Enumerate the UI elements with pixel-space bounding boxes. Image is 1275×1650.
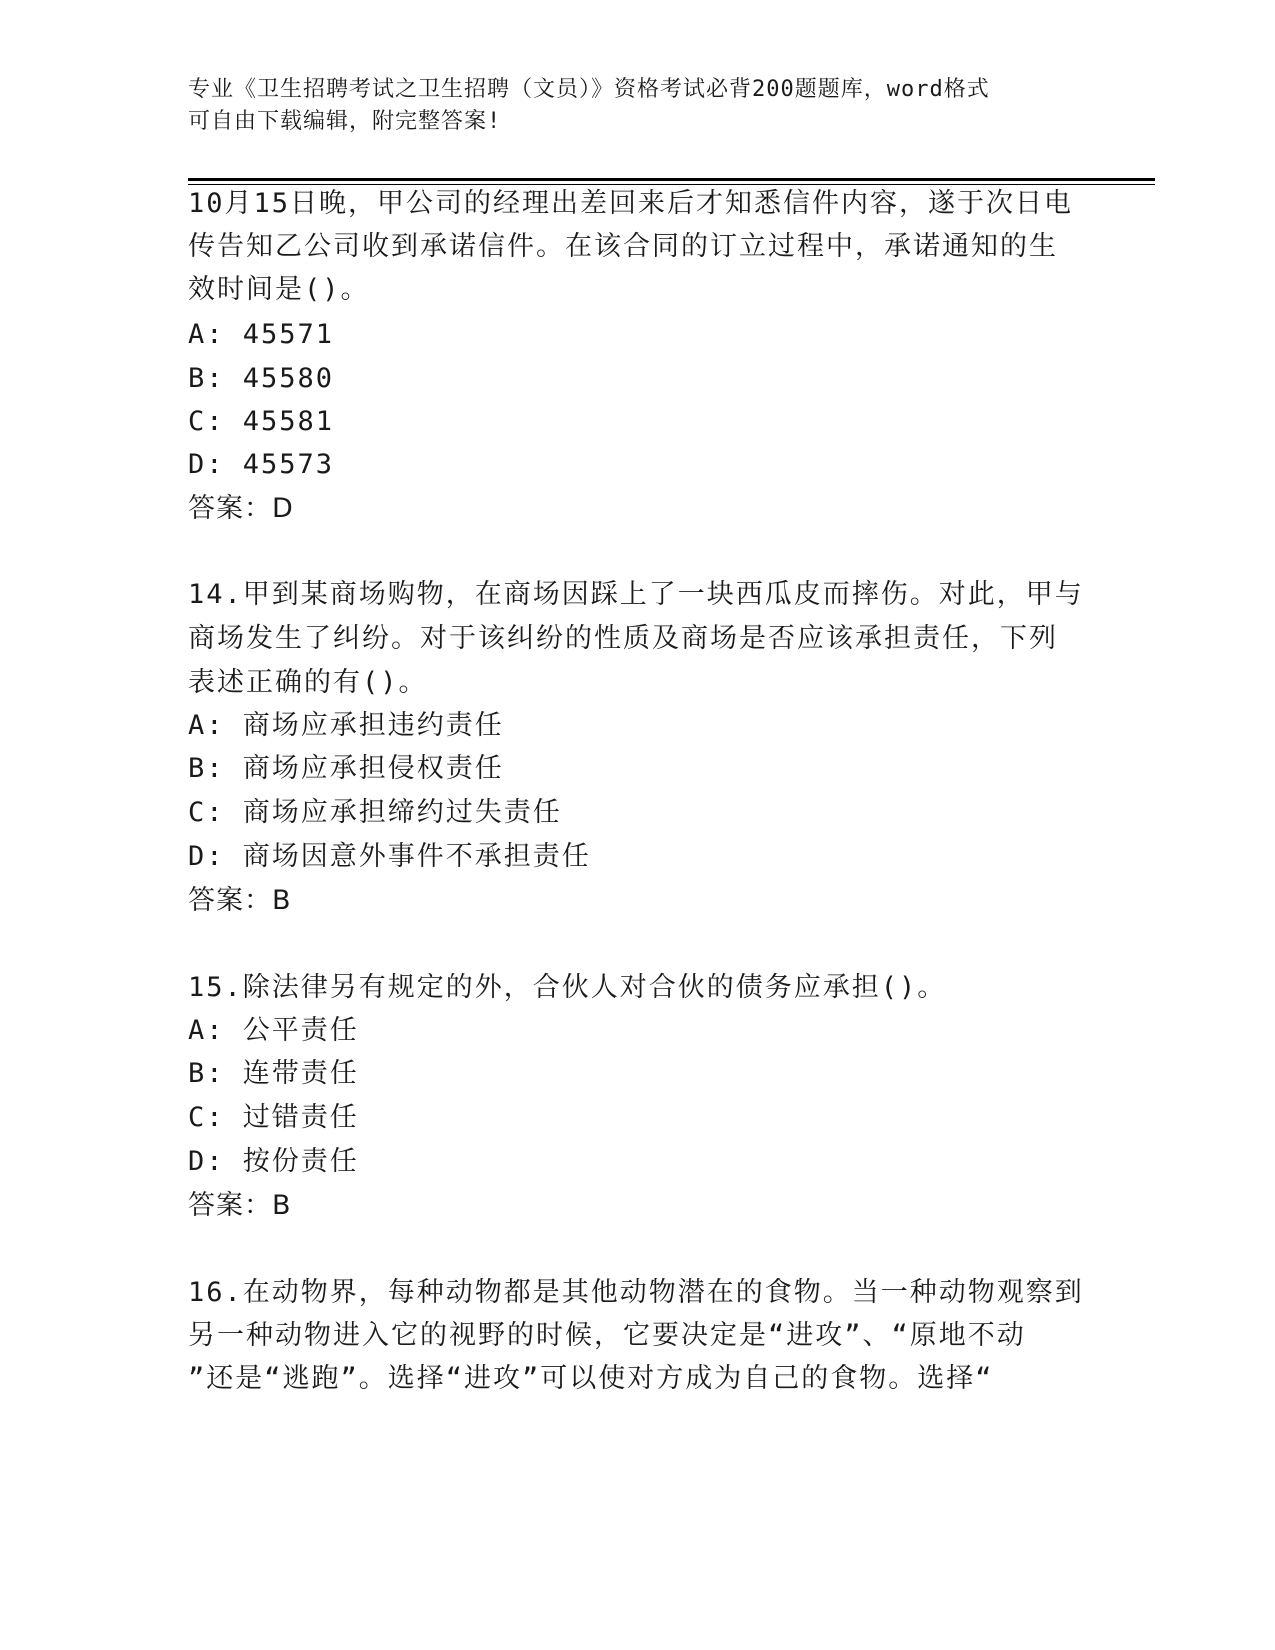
question-stem-line: 传告知乙公司收到承诺信件。在该合同的订立过程中，承诺通知的生 [188, 231, 1058, 262]
option-a: A: 公平责任 [188, 1015, 359, 1046]
option-a: A: 商场应承担违约责任 [188, 710, 504, 741]
answer-label: 答案：B [188, 885, 292, 916]
document-header [188, 74, 1088, 138]
question-stem-line: 另一种动物进入它的视野的时候，它要决定是“进攻”、“原地不动 [188, 1320, 1026, 1351]
option-c: C: 商场应承担缔约过失责任 [188, 797, 562, 828]
option-a: A: 45571 [188, 319, 335, 350]
question-stem-line: 15.除法律另有规定的外，合伙人对合伙的债务应承担()。 [188, 972, 947, 1003]
question-stem-line: 16.在动物界，每种动物都是其他动物潜在的食物。当一种动物观察到 [188, 1277, 1084, 1308]
header-divider-thin [188, 184, 1155, 185]
header-title-line-1: 专业《卫生招聘考试之卫生招聘（文员）》资格考试必背200题题库，word格式 [188, 77, 990, 102]
answer-label: 答案：B [188, 1190, 292, 1221]
option-b: B: 45580 [188, 363, 335, 394]
header-title-line-2: 可自由下载编辑，附完整答案! [188, 109, 502, 134]
option-b: B: 商场应承担侵权责任 [188, 753, 504, 784]
answer-label: 答案：D [188, 493, 294, 524]
question-stem-line: 表述正确的有()。 [188, 667, 428, 698]
question-stem-line: 商场发生了纠纷。对于该纠纷的性质及商场是否应该承担责任，下列 [188, 623, 1058, 654]
option-d: D: 商场因意外事件不承担责任 [188, 841, 591, 872]
option-c: C: 过错责任 [188, 1102, 359, 1133]
option-b: B: 连带责任 [188, 1058, 359, 1089]
option-c: C: 45581 [188, 406, 335, 437]
question-stem-line: 效时间是()。 [188, 274, 370, 305]
question-stem-line: 10月15日晚，甲公司的经理出差回来后才知悉信件内容，遂于次日电 [188, 188, 1074, 219]
question-stem-line: ”还是“逃跑”。选择“进攻”可以使对方成为自己的食物。选择“ [188, 1363, 994, 1394]
question-stem-line: 14.甲到某商场购物，在商场因踩上了一块西瓜皮而摔伤。对此，甲与 [188, 579, 1084, 610]
option-d: D: 45573 [188, 449, 335, 480]
option-d: D: 按份责任 [188, 1146, 359, 1177]
header-divider-thick [188, 178, 1155, 181]
